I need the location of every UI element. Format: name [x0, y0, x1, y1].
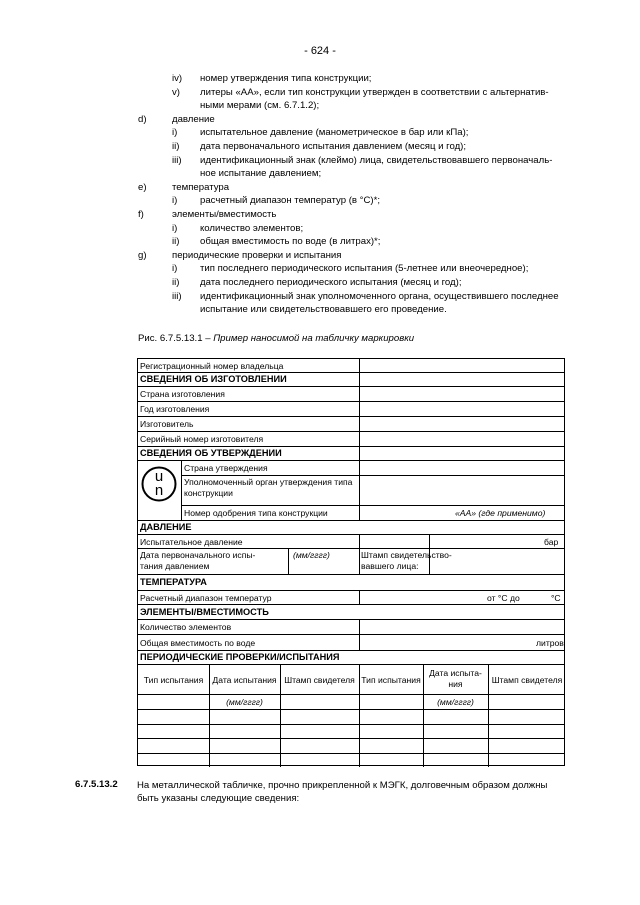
liters-unit: литров: [536, 638, 564, 648]
approval-header: СВЕДЕНИЯ ОБ УТВЕРЖДЕНИИ: [140, 448, 282, 458]
initial-test-date-line2: тания давлением: [140, 561, 210, 571]
list-marker: i): [172, 223, 178, 234]
un-logo-u: u: [154, 468, 164, 485]
row-date-format-2: (мм/гггг): [437, 697, 474, 707]
caption-prefix: Рис. 6.7.5.13.1 –: [138, 333, 214, 344]
owner-reg-label: Регистрационный номер владельца: [140, 361, 284, 371]
paragraph-text: На металлической табличке, прочно прикрепленной к МЭГК, долговечным образом должны быть указаны следующие сведения:: [137, 780, 548, 804]
design-temp-label: Расчетный диапазон температур: [140, 593, 272, 603]
water-capacity-label: Общая вместимость по воде: [140, 638, 256, 648]
manufacture-header: СВЕДЕНИЯ ОБ ИЗГОТОВЛЕНИИ: [140, 374, 287, 384]
list-marker: v): [172, 87, 180, 98]
bar-unit: бар: [544, 537, 559, 547]
list-text: испытательное давление (манометрическое в бар или кПа);: [200, 127, 469, 138]
list-text: ными мерами (см. 6.7.1.2);: [200, 100, 320, 111]
col-test-type-2: Тип испытания: [361, 675, 421, 685]
list-text: идентификационный знак (клеймо) лица, свидетельствовавшего первоначаль-: [200, 155, 553, 166]
list-marker: iii): [172, 155, 182, 166]
design-approval-label: Номер одобрения типа конструкции: [184, 508, 328, 518]
paragraph-number: 6.7.5.13.2: [75, 779, 118, 790]
col-test-date: Дата испытания: [212, 675, 277, 685]
initial-date-format: (мм/гггг): [293, 550, 330, 560]
list-marker: f): [138, 209, 144, 220]
col-witness-2: Штамп свидетеля: [491, 675, 563, 685]
list-text: количество элементов;: [200, 223, 304, 234]
list-text: давление: [172, 114, 215, 125]
col-test-type: Тип испытания: [143, 675, 204, 685]
year-manuf-label: Год изготовления: [140, 404, 210, 414]
list-marker: iv): [172, 73, 183, 84]
list-text: дата последнего периодического испытания (месяц и год);: [200, 277, 462, 288]
un-logo-n: n: [154, 482, 164, 499]
list-text: расчетный диапазон температур (в °C)*;: [200, 195, 381, 206]
approval-body-line1: Уполномоченный орган утверждения типа: [184, 477, 353, 487]
list-marker: g): [138, 250, 147, 261]
test-pressure-label: Испытательное давление: [140, 537, 243, 547]
list-marker: ii): [172, 236, 180, 247]
list-marker: ii): [172, 277, 180, 288]
list-marker: i): [172, 127, 178, 138]
list-text: литеры «АА», если тип конструкции утвержден в соответствии с альтернатив-: [200, 87, 549, 98]
element-count-label: Количество элементов: [140, 622, 232, 632]
figure-caption: [138, 333, 414, 344]
elements-header: ЭЛЕМЕНТЫ/ВМЕСТИМОСТЬ: [140, 607, 269, 617]
caption-title: Пример наносимой на табличку маркировки: [213, 333, 415, 344]
list-marker: i): [172, 263, 178, 274]
witness-stamp-line2: вавшего лица:: [361, 561, 419, 571]
temp-unit: °C: [551, 593, 561, 603]
witness-stamp-line1: Штамп свидетельство-: [361, 550, 452, 560]
page-number: - 624 -: [304, 45, 336, 57]
temp-from-label: от °C до: [487, 593, 520, 603]
country-manuf-label: Страна изготовления: [140, 389, 225, 399]
list-text: температура: [172, 182, 230, 193]
list-marker: d): [138, 114, 147, 125]
country-approval-label: Страна утверждения: [184, 463, 268, 473]
list-text: номер утверждения типа конструкции;: [200, 73, 372, 84]
list-marker: iii): [172, 291, 182, 302]
list-text: испытание или свидетельствовавшего его проведение.: [200, 304, 447, 315]
col-test-date-2-line2: ния: [448, 679, 463, 689]
list-marker: e): [138, 182, 147, 193]
list-text: тип последнего периодического испытания (5-летнее или внеочередное);: [200, 263, 529, 274]
aa-value: «АА» (где применимо): [455, 508, 546, 518]
list-text: идентификационный знак уполномоченного органа, осуществившего последнее: [200, 291, 559, 302]
col-witness: Штамп свидетеля: [284, 675, 355, 685]
row-date-format-1: (мм/гггг): [226, 697, 263, 707]
col-test-date-2-line1: Дата испыта-: [429, 668, 482, 678]
list-text: периодические проверки и испытания: [172, 250, 342, 261]
initial-test-date-line1: Дата первоначального испы-: [140, 550, 256, 560]
list-marker: i): [172, 195, 178, 206]
list-text: общая вместимость по воде (в литрах)*;: [200, 236, 381, 247]
un-logo: [141, 466, 177, 502]
manufacturer-label: Изготовитель: [140, 419, 194, 429]
list-text: дата первоначального испытания давлением (месяц и год);: [200, 141, 467, 152]
list-text: элементы/вместимость: [172, 209, 277, 220]
serial-label: Серийный номер изготовителя: [140, 434, 264, 444]
periodic-header: ПЕРИОДИЧЕСКИЕ ПРОВЕРКИ/ИСПЫТАНИЯ: [140, 652, 340, 662]
marking-plate-table: [137, 358, 565, 766]
pressure-header: ДАВЛЕНИЕ: [140, 522, 192, 532]
list-marker: ii): [172, 141, 180, 152]
approval-body-line2: конструкции: [184, 488, 233, 498]
list-text: ное испытание давлением;: [200, 168, 322, 179]
temperature-header: ТЕМПЕРАТУРА: [140, 577, 207, 587]
